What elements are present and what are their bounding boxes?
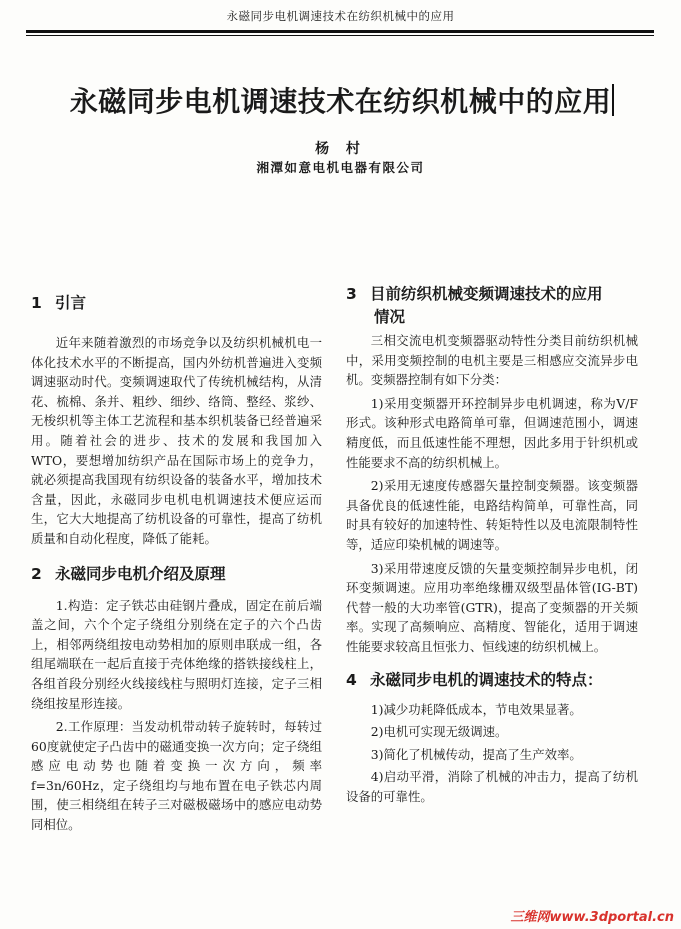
article-title: 永磁同步电机调速技术在纺织机械中的应用 bbox=[69, 85, 612, 118]
paragraph: 三相交流电机变频器驱动特性分类目前纺织机械中，采用变频控制的电机主要是三相感应交流异步电机。变频器控制有如下分类： bbox=[346, 333, 638, 388]
header-rule-thin bbox=[26, 35, 654, 36]
section-title: 引言 bbox=[55, 294, 87, 312]
paragraph: 近年来随着激烈的市场竞争以及纺织机械机电一体化技术水平的不断提高，国内外纺机普遍进入变频调速驱动时代。变频调速取代了传统机械结构，从清花、梳棉、条并、粗纱、细纱、络筒、整经、浆纱、无梭织机等主体工艺流程和基本织机装备已经普遍采用。随着社会的进步、技术的发展和我国加入WTO，要想增加纺织产品在国际市场上的竞争力，就必须提高我国现有纺织设备的装备水平，增加技术含量，因此，永磁同步电机电机调速技术便应运而生，它大大地提高了纺机设备的可靠性，提高了纺机质量和自动化程度，降低了能耗。 bbox=[31, 335, 322, 546]
left-column bbox=[31, 292, 322, 838]
section-number: 1 bbox=[31, 294, 42, 312]
header-rule-thick bbox=[26, 30, 654, 33]
paragraph: 2.工作原理：当发动机带动转子旋转时，每转过60度就使定子凸齿中的磁通变换一次方向；定子绕组感应电动势也随着变换一次方向，频率f=3n/60Hz，定子绕组均与地布置在电子铁芯内周围，使三相绕组在转子三对磁极磁场中的感应电动势同相位。 bbox=[31, 719, 322, 833]
list-item: 1)减少功耗降低成本，节电效果显著。 bbox=[370, 701, 582, 717]
section-heading-2 bbox=[31, 563, 322, 586]
section-title: 永磁同步电机的调速技术的特点： bbox=[370, 670, 603, 689]
list-item: 3)简化了机械传动，提高了生产效率。 bbox=[370, 746, 582, 762]
section-number: 4 bbox=[346, 670, 357, 689]
section-number: 3 bbox=[346, 285, 357, 303]
right-column bbox=[346, 283, 638, 809]
watermark: 三维网www.3dportal.cn bbox=[510, 910, 674, 925]
paragraph: 2)采用无速度传感器矢量控制变频器。该变频器具备优良的低速性能，电路结构简单，可靠性高，同时具有较好的加速特性、转矩特性以及电流限制特性等，适应印染机械的调速等。 bbox=[346, 478, 638, 552]
section-heading-3 bbox=[346, 283, 638, 329]
paragraph: 3)采用带速度反馈的矢量变频控制异步电机，闭环变频调速。应用功率绝缘栅双级型晶体管(IG-BT)代替一般的大功率管(GTR)，提高了变频器的开关频率。实现了高频响应、高精度、智能化，适用于调速性能要求较高且恒张力、恒线速的纺织机械上。 bbox=[346, 560, 638, 654]
list-item: 4)启动平滑，消除了机械的冲击力，提高了纺机设备的可靠性。 bbox=[346, 769, 638, 804]
paragraph: 1)采用变频器开环控制异步电机调速，称为V/F形式。该种形式电路简单可靠，但调速范围小，调速精度低，而且低速性能不理想，因此多用于针织机或性能要求不高的纺织机械上。 bbox=[346, 395, 638, 470]
section-title: 永磁同步电机介绍及原理 bbox=[55, 564, 226, 583]
section-heading-4 bbox=[346, 669, 638, 692]
section-number: 2 bbox=[31, 564, 42, 583]
section-title-continued: 情况 bbox=[374, 308, 406, 326]
text-cursor bbox=[612, 84, 614, 116]
running-head: 永磁同步电机调速技术在纺织机械中的应用 bbox=[226, 9, 455, 23]
list-item: 2)电机可实现无级调速。 bbox=[370, 724, 508, 740]
paragraph: 1.构造：定子铁芯由硅钢片叠成，固定在前后端盖之间，六个个定子绕组分别绕在定子的六个凸齿上，相邻两绕组按电动势相加的原则串联成一组，各组尾端联在一起后直接于壳体绝缘的搭铁接线柱上，各组首段分别经火线接线柱与照明灯连接，定子三相绕组按星形连接。 bbox=[31, 597, 322, 711]
section-title: 目前纺织机械变频调速技术的应用 bbox=[370, 285, 603, 303]
author-affiliation: 湘潭如意电机电器有限公司 bbox=[256, 160, 425, 175]
author-name: 杨 村 bbox=[315, 141, 366, 157]
section-heading-1 bbox=[31, 292, 322, 315]
